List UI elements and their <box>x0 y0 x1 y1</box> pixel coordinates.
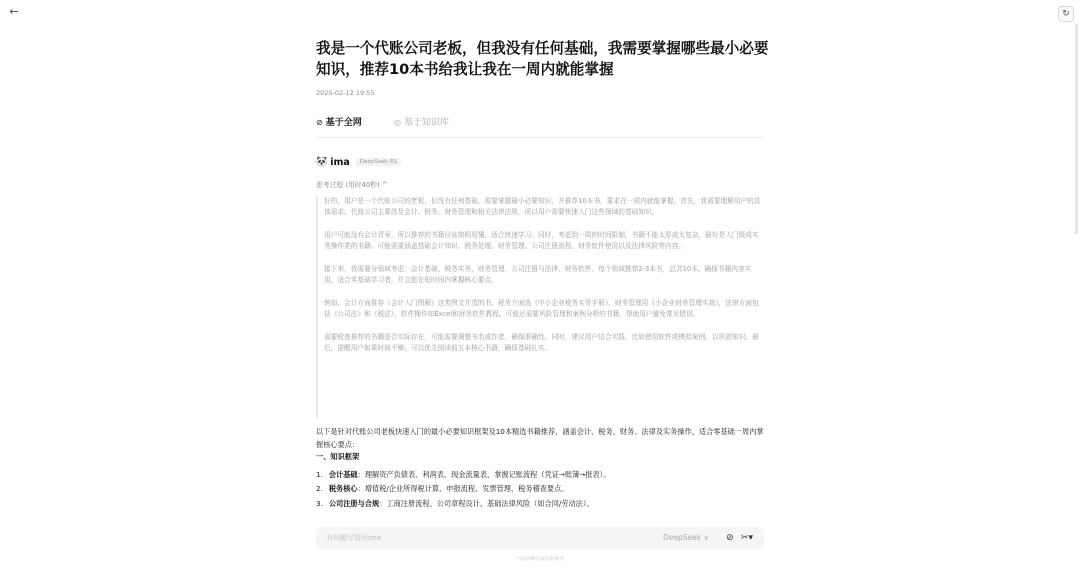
knowledge-list <box>316 468 768 510</box>
list-item-label: 会计基础 <box>328 469 358 479</box>
list-item-number: 2. <box>316 484 323 493</box>
list-item-label: 公司注册与合规 <box>328 498 380 508</box>
question-date: 2025-02-12 19:55 <box>316 89 375 97</box>
question-title: 我是一个代账公司老板，但我没有任何基础，我需要掌握哪些最小必要知识，推荐10本书给我让我在一周内就能掌握 <box>316 40 769 78</box>
thinking-paragraph: 接下来，我需要分领域考虑：会计基础、税务实务、财务管理、公司注册与法律、财务软件。每个领域推荐2-3本书，总共10本。确保书籍内容实用，适合零基础学习者，并且能在短时间内掌握核心要点。 <box>324 264 752 285</box>
thinking-toggle[interactable]: 思考过程 (用时40秒) ^ <box>316 181 388 189</box>
source-tabs <box>316 115 764 138</box>
tab-web-search-label: 基于全网 <box>325 118 362 128</box>
thinking-process <box>316 196 764 418</box>
back-arrow-icon[interactable]: ← <box>9 5 19 18</box>
tab-knowledge-base-label: 基于知识库 <box>403 118 449 128</box>
model-badge: DeepSeek R1 <box>356 158 402 166</box>
answer-body <box>316 426 768 511</box>
brand-name: ima <box>330 156 350 168</box>
tab-web-search[interactable] <box>316 117 362 129</box>
list-item-number: 3. <box>316 498 323 508</box>
section-title: 一、知识框架 <box>316 452 360 461</box>
thinking-paragraph: 好的，用户是一个代账公司的老板，但没有任何基础，需要掌握最小必要知识，并推荐10本书，要求在一周内就能掌握。首先，我需要理解用户的具体需求。代账公司主要涉及会计、税务、财务管理和相关法律法规，所以用户需要快速入门这些领域的基础知识。 <box>324 197 761 217</box>
list-item-text: ：理解资产负债表、利润表、现金流量表，掌握记账流程（凭证→账簿→报表）。 <box>357 469 611 479</box>
attachment-icon[interactable]: ⊘ <box>726 533 734 543</box>
list-item-number: 1. <box>316 469 323 479</box>
list-item-text: ：工商注册流程、公司章程设计、基础法律风险（如合同/劳动法）。 <box>379 498 594 508</box>
answer-header <box>316 156 401 168</box>
compass-icon: ⊘ <box>316 118 323 127</box>
list-item <box>316 468 768 481</box>
answer-intro: 以下是针对代账公司老板快速入门的最小必要知识框架及10本精选书籍推荐，涵盖会计、税务、财务、法律及实务操作，适合零基础一周内掌握核心要点： <box>316 427 764 449</box>
chat-input-bar <box>316 527 764 549</box>
list-item <box>316 482 768 495</box>
tab-knowledge-base[interactable] <box>394 117 449 129</box>
thinking-paragraph: 例如，会计方面推荐《会计入门图解》这类图文并茂的书，税务方面选《中小企业税务实务手册》，财务管理用《小企业财务管理实战》，法律方面包括《公司法》和《税法》，软件操作如Excel和财务软件教程。可能还需要风险管理和案例分析的书籍，帮助用户避免常见错误。 <box>324 298 759 318</box>
list-item-text: ：增值税/企业所得税计算、申报流程、发票管理、税务稽查要点。 <box>357 484 569 493</box>
location-pin-icon: ◎ <box>394 118 401 127</box>
ai-disclaimer: 内容由AI生成仅供参考 <box>516 557 564 562</box>
thinking-paragraph: 用户可能没有会计背景，所以推荐的书籍应该简明易懂，适合快速学习。同时，考虑到一周的时间限制，书籍不能太厚或太复杂，最好是入门级或实务操作类的书籍。可能需要涵盖基础会计知识、税务处理、财务管理、公司注册流程、财务软件使用以及法律风险等内容。 <box>324 230 759 251</box>
thinking-paragraph: 需要检查推荐的书籍是否实际存在，可能需要调整书名或作者，确保准确性。同时，建议用户结合实践，比如使用软件或模拟案例，以巩固知识。最后，提醒用户如果时间不够，可以优先阅读前五本核心书籍，确保基础扎实。 <box>324 332 759 352</box>
chat-input[interactable] <box>326 531 626 545</box>
scissors-icon[interactable]: ✂▾ <box>741 533 754 543</box>
model-select[interactable]: DeepSeek ∨ <box>663 533 709 542</box>
scrollbar-thumb[interactable] <box>1075 24 1078 234</box>
list-item <box>316 497 768 510</box>
refresh-icon[interactable]: ↻ <box>1058 6 1074 22</box>
panda-logo-icon: 🐼 <box>316 157 328 167</box>
list-item-label: 税务核心 <box>328 484 358 493</box>
